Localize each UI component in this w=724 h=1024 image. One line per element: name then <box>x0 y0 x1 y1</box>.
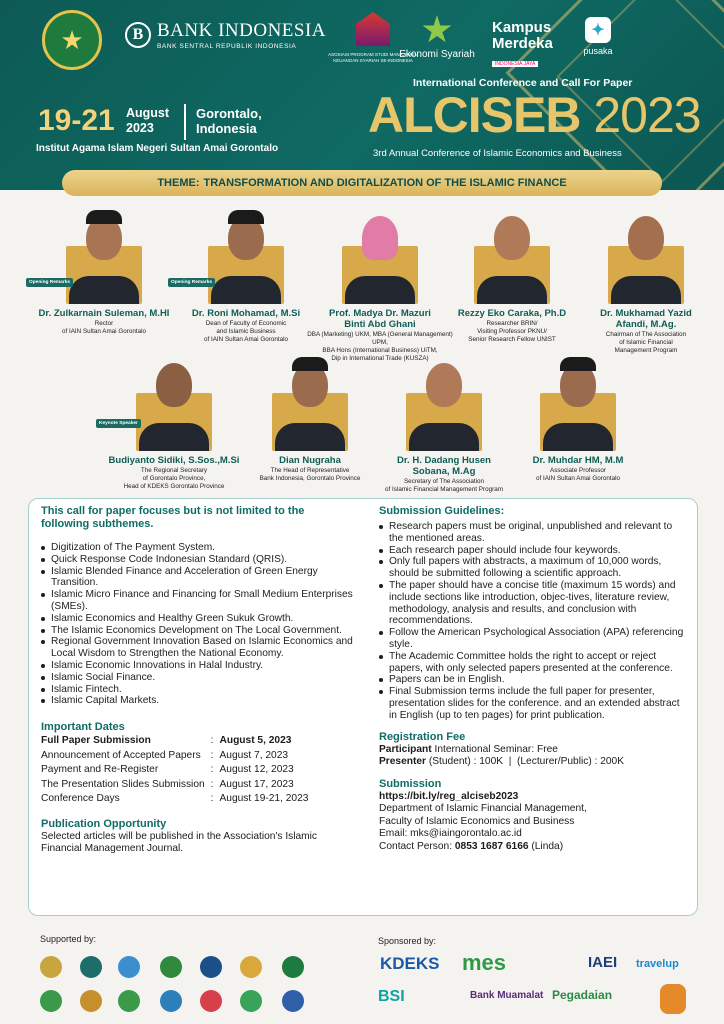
participant-label: Participant <box>379 743 432 755</box>
date-row <box>41 763 308 778</box>
conference-title <box>368 86 701 144</box>
date-value: August 19-21, 2023 <box>219 793 309 805</box>
subtheme-item: Islamic Capital Markets. <box>41 695 359 707</box>
publication-text: Selected articles will be published in the Association's Islamic Financial Management Journal. <box>41 830 318 855</box>
speaker-cap <box>292 357 328 371</box>
speaker-description: DBA (Marketing) UKM, MBA (General Management) UPM, BBA Hons (International Business) UiTM, Dip in International Trade (KUSZA) <box>307 331 453 362</box>
supporter-logo <box>282 956 304 978</box>
speaker-name: Prof. Madya Dr. Mazuri Binti Abd Ghani <box>329 308 431 330</box>
contact-prefix: Contact Person: <box>379 840 455 852</box>
supported-label: Supported by: <box>40 934 97 944</box>
speaker-description: Rector of IAIN Sultan Amai Gorontalo <box>61 320 146 335</box>
date-value: August 12, 2023 <box>219 764 294 776</box>
date-value: August 17, 2023 <box>219 778 294 790</box>
participant-fee <box>379 744 689 757</box>
subthemes-heading: This call for paper focuses but is not limited to the following subthemes. <box>41 505 305 530</box>
contact-person <box>379 841 689 854</box>
star-icon: ★ <box>60 24 84 55</box>
supporter-logo <box>40 990 62 1012</box>
supporter-logo <box>40 956 62 978</box>
sponsor-kdeks: KDEKS <box>380 954 440 973</box>
speaker-description: The Head of Representative Bank Indonesia, Gorontalo Province <box>259 467 361 482</box>
ministry-logo <box>42 10 102 70</box>
publication-heading: Publication Opportunity <box>41 817 167 830</box>
speaker-card <box>171 208 301 358</box>
subtheme-item: Quick Response Code Indonesian Standard (QRIS). <box>41 554 359 566</box>
submission-heading: Submission <box>379 777 442 790</box>
theme-value: TRANSFORMATION AND DIGITALIZATION OF THE ISLAMIC FINANCE <box>203 177 567 189</box>
speaker-body <box>409 423 479 451</box>
contact-suffix: (Linda) <box>528 840 564 852</box>
date-row <box>41 792 308 807</box>
speaker-head <box>494 216 530 260</box>
theme-label: THEME: <box>157 177 200 189</box>
kampus-merdeka-sub: INDONESIA JAYA <box>492 61 538 67</box>
date-label: The Presentation Slides Submission <box>41 778 205 790</box>
date-value: August 7, 2023 <box>219 749 289 761</box>
participant-text: International Seminar: Free <box>431 743 558 755</box>
speaker-name: Dian Nugraha <box>279 455 341 466</box>
supporter-logo <box>80 956 102 978</box>
institution-name: Institut Agama Islam Negeri Sultan Amai Gorontalo <box>36 143 279 154</box>
speaker-description: Associate Professor of IAIN Sultan Amai Gorontalo <box>535 467 620 482</box>
speaker-cap <box>86 210 122 224</box>
header-banner <box>0 0 724 190</box>
subtheme-item: Islamic Social Finance. <box>41 672 359 684</box>
subtheme-item: Islamic Fintech. <box>41 684 359 696</box>
supporter-logo <box>240 956 262 978</box>
speaker-role-tag: Opening Remarks <box>168 278 215 287</box>
speaker-description: Dean of Faculty of Economic and Islamic Business of IAIN Sultan Amai Gorontalo <box>203 320 288 343</box>
speaker-description: The Regional Secretary of Gorontalo Province, Head of KDEKS Gorontalo Province <box>123 467 225 490</box>
date-separator: : <box>210 793 214 805</box>
sponsor-travelup: travelup <box>636 958 679 970</box>
speaker-card <box>307 208 453 362</box>
speaker-role-tag: Keynote Speaker <box>96 419 141 428</box>
subtheme-item: Regional Government Innovation Based on Islamic Economics and Local Wisdom to Strengthen the National Economy. <box>41 636 359 660</box>
sponsor-bsi: BSI <box>378 988 405 1005</box>
conference-year: 2023 <box>593 87 701 143</box>
kampus-merdeka-logo <box>492 20 564 70</box>
date-month: August <box>126 106 170 120</box>
sponsor-pegadaian: Pegadaian <box>552 988 613 1002</box>
location-country: Indonesia <box>196 121 257 136</box>
date-month-year <box>126 106 169 136</box>
supporter-logo <box>240 990 262 1012</box>
info-card <box>28 498 698 916</box>
bank-indonesia-icon: B <box>125 22 151 48</box>
speaker-body <box>345 276 415 304</box>
asosiasi-icon <box>356 12 390 46</box>
supporter-logo <box>282 990 304 1012</box>
sponsor-muamalat: Bank Muamalat <box>470 990 544 1001</box>
speaker-body <box>543 423 613 451</box>
date-label: Announcement of Accepted Papers <box>41 749 201 761</box>
speaker-description: Secretary of The Association of Islamic Financial Management Program <box>385 478 503 493</box>
sponsor-mascot <box>660 984 686 1014</box>
speaker-body <box>477 276 547 304</box>
guideline-item: Each research paper should include four keywords. <box>379 545 689 557</box>
contact-number[interactable]: 0853 1687 6166 <box>454 840 529 852</box>
submission-email[interactable]: Email: mks@iaingorontalo.ac.id <box>379 828 522 840</box>
speaker-body <box>611 276 681 304</box>
guideline-item: Follow the American Psychological Association (APA) referencing style. <box>379 627 689 651</box>
sponsored-label: Sponsored by: <box>378 936 437 946</box>
pusaka-text: pusaka <box>583 46 613 56</box>
date-row <box>41 734 308 749</box>
event-location <box>196 106 262 136</box>
speaker-head <box>628 216 664 260</box>
date-separator: : <box>210 735 214 747</box>
supporter-logo <box>200 956 222 978</box>
supporter-logo <box>200 990 222 1012</box>
speaker-body <box>211 276 281 304</box>
registration-heading: Registration Fee <box>379 730 466 743</box>
subtheme-item: The Islamic Economics Development on The Local Government. <box>41 625 359 637</box>
sponsor-mes: mes <box>462 950 507 975</box>
subtheme-item: Islamic Economics and Healthy Green Sukuk Growth. <box>41 613 359 625</box>
speaker-card <box>532 355 624 505</box>
supporter-logo <box>160 956 182 978</box>
speaker-description: Chairman of The Association of Islamic Financial Management Program <box>605 331 687 354</box>
date-row <box>41 778 308 793</box>
date-separator: : <box>210 749 214 761</box>
speaker-cap <box>228 210 264 224</box>
date-label: Payment and Re-Register <box>41 764 159 776</box>
date-row <box>41 749 308 764</box>
submission-faculty: Faculty of Islamic Economics and Business <box>379 815 575 827</box>
bank-indonesia-name: BANK INDONESIA <box>157 20 327 41</box>
speaker-head <box>156 363 192 407</box>
speaker-body <box>139 423 209 451</box>
theme-banner <box>62 170 662 196</box>
date-year: 2023 <box>126 121 154 135</box>
guideline-item: Final Submission terms include the full paper for presenter, presentation slides for the conference. and an extended abstract in English (up to ten pages) for print publication. <box>379 686 689 721</box>
speaker-head <box>362 216 398 260</box>
speaker-name: Dr. Zulkarnain Suleman, M.HI <box>38 308 170 319</box>
speaker-cap <box>560 357 596 371</box>
speaker-name: Dr. Mukhamad Yazid Afandi, M.Ag. <box>600 308 692 330</box>
guideline-item: The Academic Committee holds the right to accept or reject papers, with only selected papers presented at the conference. <box>379 651 689 675</box>
subtheme-item: Islamic Micro Finance and Financing for Small Medium Enterprises (SMEs). <box>41 589 359 613</box>
dates-heading: Important Dates <box>41 721 125 734</box>
ekonomi-syariah-logo <box>392 15 482 60</box>
right-column <box>379 505 689 853</box>
speaker-name: Dr. Roni Mohamad, M.Si <box>191 308 301 319</box>
presenter-fee <box>379 756 689 769</box>
submission-link[interactable]: https://bit.ly/reg_alciseb2023 <box>379 790 519 802</box>
speaker-body <box>69 276 139 304</box>
dates-table <box>41 734 308 807</box>
date-divider <box>184 104 186 140</box>
speaker-role-tag: Opening Remarks <box>26 278 73 287</box>
speaker-description: Researcher BRIN/ Visiting Professor PKNU/ Senior Research Fellow UNIST <box>468 320 556 343</box>
speaker-name: Budiyanto Sidiki, S.Sos.,M.Si <box>108 455 240 466</box>
speaker-card <box>600 208 692 358</box>
speaker-card <box>29 208 170 358</box>
presenter-text: (Student) : 100K | (Lecturer/Public) : 200K <box>426 756 625 768</box>
speaker-card <box>457 208 567 358</box>
guidelines-list <box>379 521 689 722</box>
speaker-card <box>259 355 361 505</box>
date-days: 19-21 <box>38 104 115 137</box>
speakers-section <box>0 198 724 498</box>
speaker-card <box>385 355 503 505</box>
subtheme-item: Islamic Economic Innovations in Halal Industry. <box>41 660 359 672</box>
location-city: Gorontalo, <box>196 106 262 121</box>
guideline-item: Only full papers with abstracts, a maximum of 10,000 words, should be submitted following a scientific approach. <box>379 556 689 580</box>
supporter-logo <box>80 990 102 1012</box>
speaker-card <box>99 355 240 505</box>
ekonomi-syariah-text: Ekonomi Syariah <box>399 49 475 60</box>
date-label: Conference Days <box>41 793 120 805</box>
asosiasi-text: ASOSIASI PROGRAM STUDI MANAJEMEN KEUANGAN SYARIAH SE-INDONESIA <box>328 52 418 63</box>
supporter-logo <box>118 956 140 978</box>
speaker-body <box>275 423 345 451</box>
conference-name: ALCISEB <box>368 87 581 143</box>
annual-label: 3rd Annual Conference of Islamic Economics and Business <box>373 148 622 159</box>
presenter-label: Presenter <box>379 756 427 768</box>
speaker-name: Dr. H. Dadang Husen Sobana, M.Ag <box>397 455 491 477</box>
ekonomi-syariah-icon <box>422 15 452 45</box>
speaker-name: Dr. Muhdar HM, M.M <box>532 455 624 466</box>
subtheme-item: Digitization of The Payment System. <box>41 542 359 554</box>
speaker-head <box>426 363 462 407</box>
subthemes-list <box>41 542 359 707</box>
kampus-merdeka-text: Kampus Merdeka <box>492 19 553 52</box>
date-label: Full Paper Submission <box>41 735 151 747</box>
sponsor-iaei: IAEI <box>588 954 618 971</box>
subtheme-item: Islamic Blended Finance and Acceleration of Green Energy Transition. <box>41 566 359 590</box>
pusaka-logo <box>578 17 618 56</box>
intl-label: International Conference and Call For Paper <box>413 77 633 89</box>
speaker-name: Rezzy Eko Caraka, Ph.D <box>457 308 567 319</box>
guidelines-heading: Submission Guidelines: <box>379 505 505 517</box>
left-column <box>41 505 359 856</box>
bank-indonesia-subtitle: BANK SENTRAL REPUBLIK INDONESIA <box>157 43 297 50</box>
supporter-logo <box>118 990 140 1012</box>
guideline-item: Papers can be in English. <box>379 674 689 686</box>
supporter-logo <box>160 990 182 1012</box>
submission-dept: Department of Islamic Financial Management, <box>379 803 587 815</box>
guideline-item: Research papers must be original, unpublished and relevant to the mentioned areas. <box>379 521 689 545</box>
footer <box>0 928 724 1024</box>
date-value: August 5, 2023 <box>219 735 292 747</box>
date-separator: : <box>210 764 214 776</box>
date-separator: : <box>210 778 214 790</box>
pusaka-icon: ✦ <box>585 17 611 43</box>
guideline-item: The paper should have a concise title (maximum 15 words) and include sections like introduction, objec-tives, literature review, methodology, analysis and results, and conclusion with recommendations. <box>379 580 689 627</box>
